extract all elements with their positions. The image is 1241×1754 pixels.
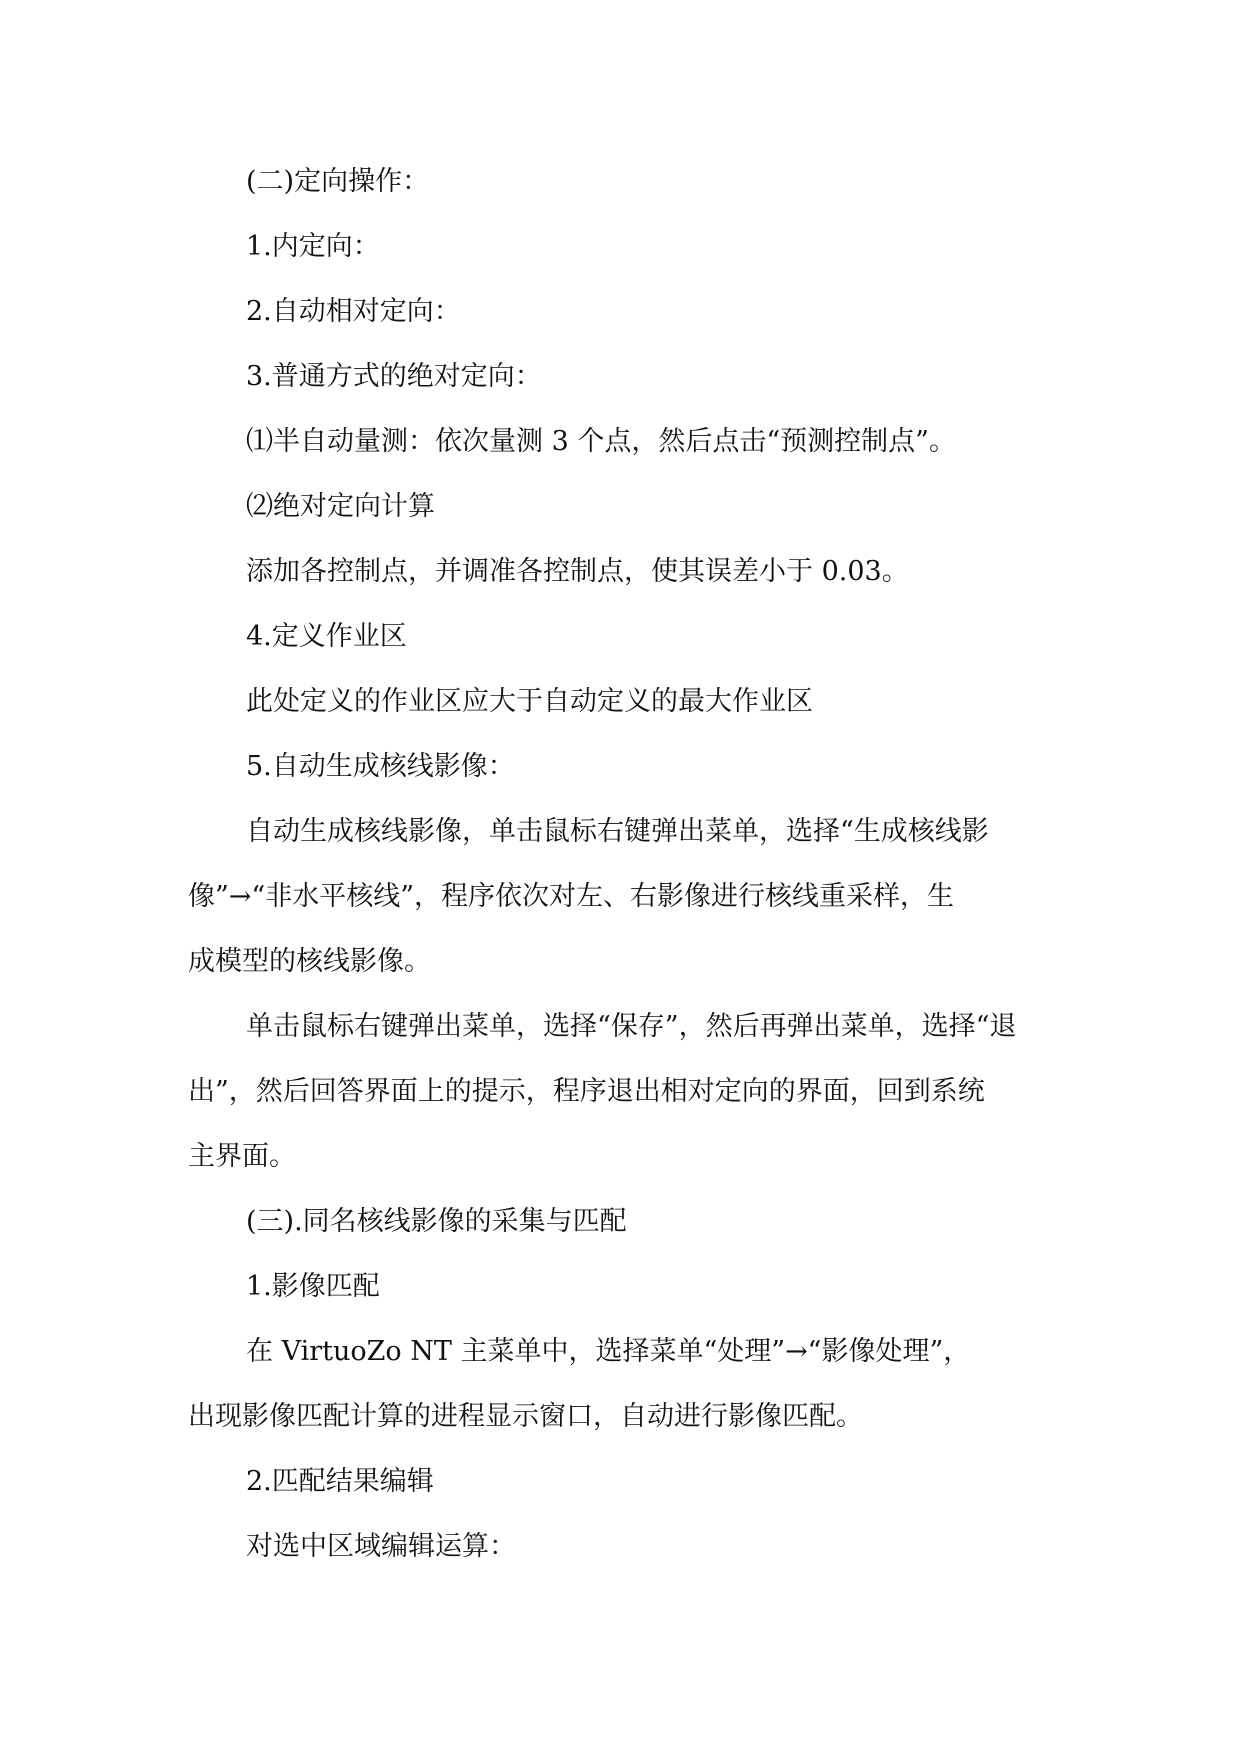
step-epipolar-images: 5.自动生成核线影像：	[246, 751, 515, 782]
paragraph-work-area: 此处定义的作业区应大于自动定义的最大作业区	[246, 686, 813, 717]
step-interior-orientation: 1.内定向：	[246, 231, 380, 262]
step-match-result-edit: 2.匹配结果编辑	[246, 1466, 434, 1497]
paragraph-epipolar-line-3: 成模型的核线影像。	[188, 946, 431, 977]
paragraph-region-edit: 对选中区域编辑运算：	[246, 1531, 516, 1562]
paragraph-save-exit-line-2: 出”，然后回答界面上的提示，程序退出相对定向的界面，回到系统	[188, 1076, 985, 1107]
paragraph-control-points: 添加各控制点，并调准各控制点，使其误差小于 0.03。	[246, 556, 909, 587]
section-heading-matching: (三).同名核线影像的采集与匹配	[246, 1206, 627, 1237]
paragraph-save-exit-line-3: 主界面。	[188, 1141, 296, 1172]
step-relative-orientation: 2.自动相对定向：	[246, 296, 461, 327]
step-image-matching: 1.影像匹配	[246, 1271, 380, 1302]
substep-absolute-calc: ⑵绝对定向计算	[246, 491, 435, 522]
substep-semi-auto-measure: ⑴半自动量测：依次量测 3 个点，然后点击“预测控制点”。	[246, 426, 956, 457]
paragraph-save-exit-line-1: 单击鼠标右键弹出菜单，选择“保存”，然后再弹出菜单，选择“退	[246, 1011, 1017, 1042]
step-define-work-area: 4.定义作业区	[246, 621, 407, 652]
paragraph-epipolar-line-2: 像”→“非水平核线”，程序依次对左、右影像进行核线重采样，生	[188, 881, 955, 912]
paragraph-matching-line-2: 出现影像匹配计算的进程显示窗口，自动进行影像匹配。	[188, 1401, 863, 1432]
paragraph-epipolar-line-1: 自动生成核线影像，单击鼠标右键弹出菜单，选择“生成核线影	[246, 816, 989, 847]
section-heading-orientation: (二)定向操作：	[246, 166, 430, 197]
paragraph-matching-line-1: 在 VirtuoZo NT 主菜单中，选择菜单“处理”→“影像处理”，	[246, 1336, 971, 1367]
step-absolute-orientation: 3.普通方式的绝对定向：	[246, 361, 542, 392]
